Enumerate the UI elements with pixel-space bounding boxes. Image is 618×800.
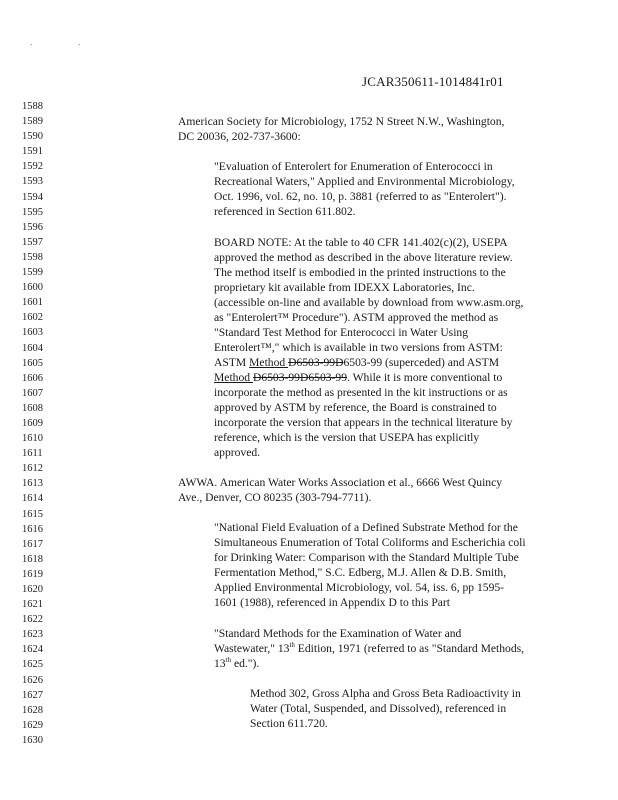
- method-text: 6503-99 (superceded) and ASTM: [343, 356, 499, 369]
- line-number: 1589: [22, 116, 43, 128]
- method-302-line-1: Method 302, Gross Alpha and Gross Beta Radioactivity in: [250, 687, 521, 700]
- line-number: 1598: [22, 251, 43, 263]
- awwa-org-line-1: AWWA. American Water Works Association et al., 6666 West Quincy: [178, 476, 503, 489]
- line-number: 1597: [22, 236, 43, 248]
- line-number: 1614: [22, 493, 43, 505]
- asm-ref-line-4: referenced in Section 611.802.: [214, 205, 356, 218]
- line-number: 1612: [22, 463, 43, 475]
- astm-text: ASTM: [214, 356, 250, 369]
- board-note-line-3: The method itself is embodied in the printed instructions to the: [214, 266, 506, 279]
- awwa-ref1-line-1: "National Field Evaluation of a Defined Substrate Method for the: [214, 521, 518, 534]
- asm-ref-line-3: Oct. 1996, vol. 62, no. 10, p. 3881 (referred to as "Enterolert").: [214, 190, 507, 203]
- method-302-line-2: Water (Total, Suspended, and Dissolved), referenced in: [250, 702, 507, 715]
- ref2-text: Wastewater," 13: [214, 642, 290, 655]
- line-number: 1590: [22, 131, 43, 143]
- line-number: 1626: [22, 674, 43, 686]
- awwa-ref1-line-6: 1601 (1988), referenced in Appendix D to this Part: [214, 596, 451, 609]
- line-number-column: [22, 99, 43, 748]
- line-number: 1599: [22, 267, 43, 279]
- line-number: 1615: [22, 508, 43, 520]
- method-302-line-3: Section 611.720.: [250, 717, 328, 730]
- line-number: 1595: [22, 206, 43, 218]
- board-note-line-10: [214, 370, 502, 385]
- line-number: 1621: [22, 599, 43, 611]
- board-note-line-15: approved.: [214, 446, 261, 459]
- board-note-line-9: [214, 355, 499, 370]
- page-corner-marks: . .: [30, 38, 102, 47]
- line-number: 1601: [22, 297, 43, 309]
- line-number: 1628: [22, 704, 43, 716]
- board-note-line-13: incorporate the version that appears in the technical literature by: [214, 416, 513, 429]
- ref2-text: Edition, 1971 (referred to as "Standard Methods,: [294, 642, 525, 655]
- inserted-text: Method: [214, 371, 253, 384]
- ref2-text: ed.").: [231, 657, 260, 670]
- awwa-ref2-line-3: [214, 656, 259, 671]
- line-number: 1605: [22, 357, 43, 369]
- asm-ref-line-2: Recreational Waters," Applied and Environmental Microbiology,: [214, 175, 515, 188]
- deleted-text: 6503-99: [308, 371, 348, 384]
- line-number: 1604: [22, 342, 43, 354]
- board-note-line-4: proprietary kit available from IDEXX Laboratories, Inc.: [214, 281, 475, 294]
- line-number: 1591: [22, 146, 43, 158]
- line-number: 1629: [22, 719, 43, 731]
- line-number: 1616: [22, 523, 43, 535]
- line-number: 1611: [22, 448, 43, 460]
- superscript: th: [289, 641, 295, 650]
- line-number: 1622: [22, 614, 43, 626]
- awwa-ref1-line-5: Applied Environmental Microbiology, vol. 54, iss. 6, pp 1595-: [214, 581, 505, 594]
- board-note-line-7: "Standard Test Method for Enterococci in Water Using: [214, 326, 469, 339]
- line-number: 1613: [22, 478, 43, 490]
- awwa-ref2-line-2: [214, 641, 524, 656]
- document-id: JCAR350611-1014841r01: [362, 74, 504, 89]
- awwa-org-line-2: Ave., Denver, CO 80235 (303-794-7711).: [178, 491, 372, 504]
- awwa-ref1-line-4: Fermentation Method," S.C. Edberg, M.J. Allen & D.B. Smith,: [214, 566, 507, 579]
- line-number: 1625: [22, 659, 43, 671]
- line-number: 1602: [22, 312, 43, 324]
- board-note-line-12: approved by ASTM by reference, the Board is constrained to: [214, 401, 497, 414]
- note-text: . While it is more conventional to: [347, 371, 503, 384]
- line-number: 1619: [22, 568, 43, 580]
- line-number: 1596: [22, 221, 43, 233]
- board-note-line-14: reference, which is the version that USEPA has explicitly: [214, 431, 480, 444]
- board-note-line-1: BOARD NOTE: At the table to 40 CFR 141.402(c)(2), USEPA: [214, 236, 508, 249]
- board-note-line-8: Enterolert™," which is available in two versions from ASTM:: [214, 341, 503, 354]
- board-note-line-2: approved the method as described in the above literature review.: [214, 251, 513, 264]
- deleted-text: D6503-99D: [252, 371, 309, 384]
- asm-org-line-2: DC 20036, 202-737-3600:: [178, 130, 301, 143]
- ref2-text: 13: [214, 657, 226, 670]
- line-number: 1600: [22, 282, 43, 294]
- line-number: 1627: [22, 689, 43, 701]
- line-number: 1630: [22, 734, 43, 746]
- line-number: 1592: [22, 161, 43, 173]
- board-note-line-6: as "Enterolert™ Procedure"). ASTM approved the method as: [214, 311, 499, 324]
- superscript: th: [225, 656, 232, 665]
- line-number: 1618: [22, 553, 43, 565]
- line-number: 1623: [22, 629, 43, 641]
- line-number: 1624: [22, 644, 43, 656]
- line-number: 1609: [22, 417, 43, 429]
- deleted-text: D6503-99D: [288, 356, 344, 369]
- awwa-ref2-line-1: "Standard Methods for the Examination of Water and: [214, 627, 462, 640]
- line-number: 1593: [22, 176, 43, 188]
- line-number: 1588: [22, 101, 43, 112]
- board-note-line-11: incorporate the method as presented in the kit instructions or as: [214, 386, 508, 399]
- line-number: 1620: [22, 584, 43, 595]
- line-number: 1606: [22, 372, 43, 384]
- line-number: 1594: [22, 191, 43, 203]
- line-number: 1607: [22, 387, 43, 399]
- line-number: 1603: [22, 327, 43, 339]
- line-number: 1617: [22, 538, 43, 550]
- inserted-text: Method: [249, 356, 289, 369]
- asm-ref-line-1: "Evaluation of Enterolert for Enumeration of Enterococci in: [214, 160, 493, 173]
- line-number: 1610: [22, 433, 43, 445]
- line-number: 1608: [22, 402, 43, 414]
- asm-org-line-1: American Society for Microbiology, 1752 N Street N.W., Washington,: [178, 115, 505, 128]
- awwa-ref1-line-2: Simultaneous Enumeration of Total Coliforms and Escherichia coli: [214, 536, 526, 549]
- board-note-line-5: (accessible on-line and available by download from www.asm.org,: [214, 296, 524, 309]
- awwa-ref1-line-3: for Drinking Water: Comparison with the Standard Multiple Tube: [214, 551, 519, 564]
